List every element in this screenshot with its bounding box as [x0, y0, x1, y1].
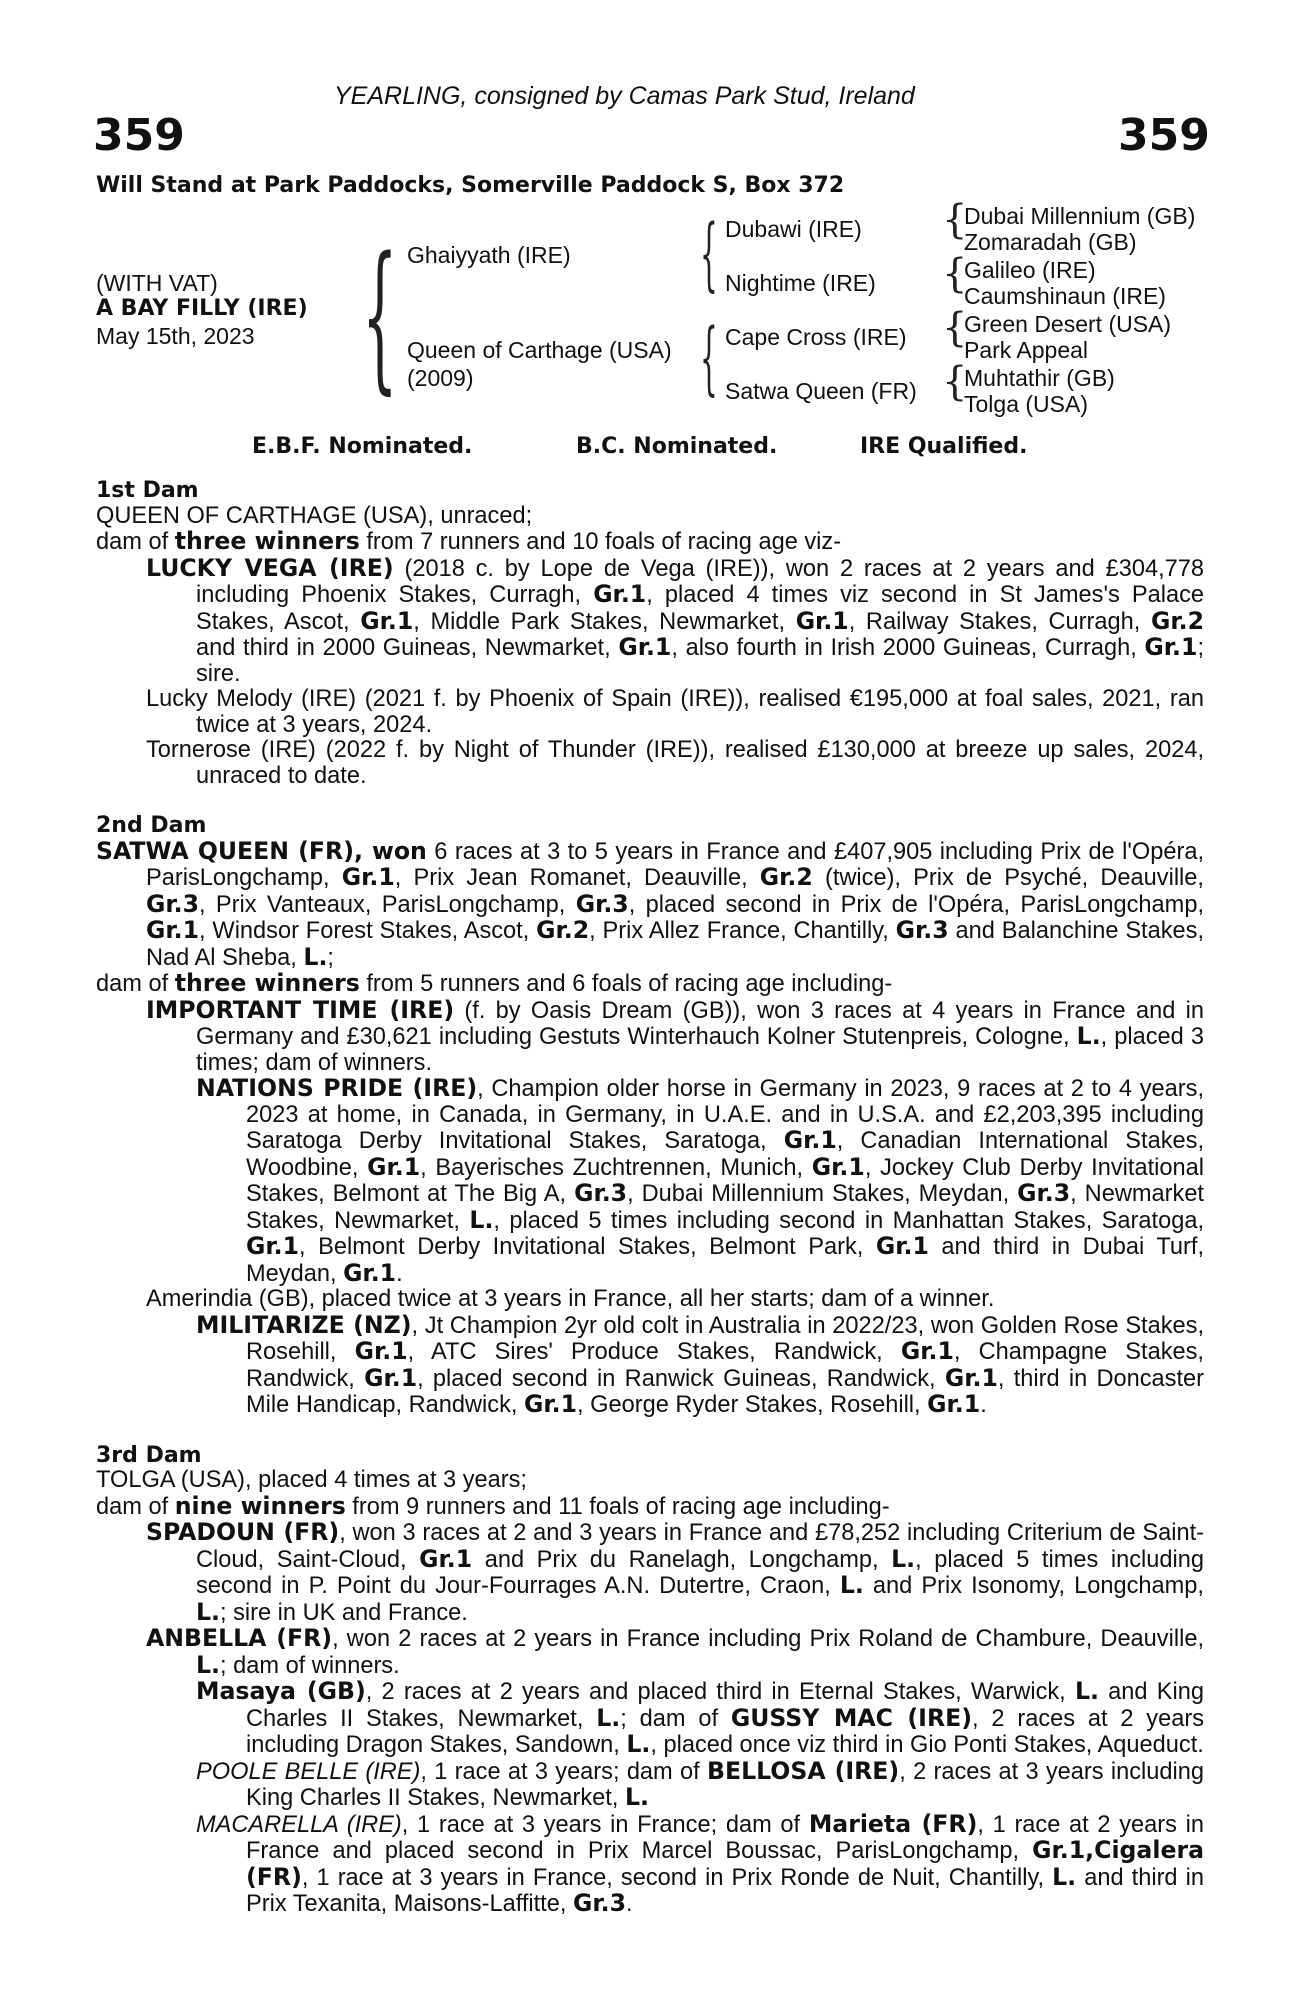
first-dam-heading: 1st Dam: [96, 478, 199, 503]
consignor-line: YEARLING, consigned by Camas Park Stud, Ireland: [334, 82, 915, 110]
gen3-8: Tolga (USA): [964, 391, 1088, 417]
produce-militarize: MILITARIZE (NZ), Jt Champion 2yr old colt in Australia in 2022/23, won Golden Rose Stakes, Rosehill, Gr.1, ATC Sires' Produce Stakes, Randwick, Gr.1, Champagne Stakes, Randwick, Gr.1, placed second in Ranwick Guineas, Randwick, Gr.1, third in Doncaster Mile Handicap, Randwick, Gr.1, George Ryder Stakes, Rosehill, Gr.1.: [196, 1310, 1204, 1418]
produce-amerindia: Amerindia (GB), placed twice at 3 years in France, all her starts; dam of a winner.: [146, 1286, 995, 1312]
brace-dd: {: [942, 359, 968, 405]
gen3-3: Galileo (IRE): [964, 257, 1096, 283]
gen3-4: Caumshinaun (IRE): [964, 283, 1166, 309]
sire-name: Ghaiyyath (IRE): [407, 242, 571, 268]
brace-sire: {: [700, 207, 718, 300]
gen3-5: Green Desert (USA): [964, 311, 1172, 337]
flag-bc: B.C. Nominated.: [576, 434, 778, 459]
sire-dam: Nightime (IRE): [725, 270, 876, 296]
brace-ss: {: [942, 197, 968, 243]
produce-spadoun: SPADOUN (FR), won 3 races at 2 and 3 years in France and £78,252 including Criterium de Saint-Cloud, Saint-Cloud, Gr.1 and Prix du Ranelagh, Longchamp, L., placed 5 times including second in P. Point du Jour-Fourrages A.N. Dutertre, Craon, L. and Prix Isonomy, Longchamp, L.; sire in UK and France.: [146, 1518, 1204, 1626]
third-dam-heading: 3rd Dam: [96, 1442, 202, 1468]
catalogue-body: [96, 478, 1204, 1918]
third-dam-line: TOLGA (USA), placed 4 times at 3 years;: [96, 1467, 527, 1493]
dam-year: (2009): [407, 365, 474, 391]
dam-sire: Cape Cross (IRE): [725, 324, 907, 350]
lot-number-left: 359: [93, 110, 185, 161]
produce-tornerose: Tornerose (IRE) (2022 f. by Night of Thunder (IRE)), realised £130,000 at breeze up sales, 2024, unraced to date.: [146, 737, 1204, 789]
date-of-birth: May 15th, 2023: [96, 323, 255, 349]
dam-dam: Satwa Queen (FR): [725, 378, 917, 404]
produce-important-time: IMPORTANT TIME (IRE) (f. by Oasis Dream (GB)), won 3 races at 4 years in France and in Germany and £30,621 including Gestuts Winterhauch Kolner Stutenpreis, Cologne, L., placed 3 times; dam of winners.: [146, 995, 1204, 1076]
produce-macarella: MACARELLA (IRE), 1 race at 3 years in France; dam of Marieta (FR), 1 race at 2 years in France and placed second in Prix Marcel Boussac, ParisLongchamp, Gr.1,Cigalera (FR), 1 race at 3 years in France, second in Prix Ronde de Nuit, Chantilly, L. and third in Prix Texanita, Maisons-Laffitte, Gr.3.: [196, 1809, 1205, 1917]
third-dam-produce-summary: dam of nine winners from 9 runners and 11 foals of racing age including-: [96, 1491, 890, 1520]
produce-anbella: ANBELLA (FR), won 2 races at 2 years in France including Prix Roland de Chambure, Deauville, L.; dam of winners.: [146, 1624, 1205, 1679]
gen3-1: Dubai Millennium (GB): [964, 203, 1196, 229]
vat-label: (WITH VAT): [96, 270, 218, 296]
first-dam-line: QUEEN OF CARTHAGE (USA), unraced;: [96, 502, 533, 529]
produce-poole-belle: POOLE BELLE (IRE), 1 race at 3 years; dam of BELLOSA (IRE), 2 races at 3 years including King Charles II Stakes, Newmarket, L.: [196, 1756, 1204, 1811]
horse-name: A BAY FILLY (IRE): [96, 296, 308, 321]
flag-ebf: E.B.F. Nominated.: [252, 434, 473, 459]
produce-lucky-melody: Lucky Melody (IRE) (2021 f. by Phoenix of Spain (IRE)), realised €195,000 at foal sales, 2021, ran twice at 3 years, 2024.: [146, 686, 1204, 738]
produce-nations-pride: NATIONS PRIDE (IRE), Champion older horse in Germany in 2023, 9 races at 2 to 4 years, 2023 at home, in Canada, in Germany, in U.A.E. and in U.S.A. and £2,203,395 including Saratoga Derby Invitational Stakes, Saratoga, Gr.1, Canadian International Stakes, Woodbine, Gr.1, Bayerisches Zuchtrennen, Munich, Gr.1, Jockey Club Derby Invitational Stakes, Belmont at The Big A, Gr.3, Dubai Millennium Stakes, Meydan, Gr.3, Newmarket Stakes, Newmarket, L., placed 5 times including second in Manhattan Stakes, Saratoga, Gr.1, Belmont Derby Invitational Stakes, Belmont Park, Gr.1 and third in Dubai Turf, Meydan, Gr.1.: [196, 1074, 1205, 1287]
produce-masaya: Masaya (GB), 2 races at 2 years and placed third in Eternal Stakes, Warwick, L. and King Charles II Stakes, Newmarket, L.; dam of GUSSY MAC (IRE), 2 races at 2 years including Dragon Stakes, Sandown, L., placed once viz third in Gio Ponti Stakes, Aqueduct.: [196, 1677, 1204, 1758]
second-dam-heading: 2nd Dam: [96, 813, 207, 838]
gen3-2: Zomaradah (GB): [964, 229, 1137, 255]
brace-sd: {: [942, 251, 968, 297]
flag-ire: IRE Qualified.: [860, 434, 1028, 459]
gen3-6: Park Appeal: [964, 337, 1089, 363]
second-dam-produce-summary: dam of three winners from 5 runners and 6 foals of racing age including-: [96, 969, 893, 997]
dam-name: Queen of Carthage (USA): [407, 337, 672, 363]
brace-dam: {: [700, 311, 718, 404]
second-dam-record: SATWA QUEEN (FR), won 6 races at 3 to 5 years in France and £407,905 including Prix de l'Opéra, ParisLongchamp, Gr.1, Prix Jean Romanet, Deauville, Gr.2 (twice), Prix de Psyché, Deauville, Gr.3, Prix Vanteaux, ParisLongchamp, Gr.3, placed second in Prix de l'Opéra, ParisLongchamp, Gr.1, Windsor Forest Stakes, Ascot, Gr.2, Prix Allez France, Chantilly, Gr.3 and Balanchine Stakes, Nad Al Sheba, L.;: [96, 836, 1205, 971]
gen3-7: Muhtathir (GB): [964, 365, 1115, 391]
sire-sire: Dubawi (IRE): [725, 216, 862, 242]
lot-number-right: 359: [1118, 110, 1210, 161]
brace-main: {: [362, 222, 398, 409]
first-dam-produce-summary: dam of three winners from 7 runners and 10 foals of racing age viz-: [96, 527, 842, 555]
brace-ds: {: [942, 305, 968, 351]
location-line: Will Stand at Park Paddocks, Somerville Paddock S, Box 372: [96, 173, 845, 198]
produce-lucky-vega: LUCKY VEGA (IRE) (2018 c. by Lope de Vega (IRE)), won 2 races at 2 years and £304,778 including Phoenix Stakes, Curragh, Gr.1, placed 4 times viz second in St James's Palace Stakes, Ascot, Gr.1, Middle Park Stakes, Newmarket, Gr.1, Railway Stakes, Curragh, Gr.2 and third in 2000 Guineas, Newmarket, Gr.1, also fourth in Irish 2000 Guineas, Curragh, Gr.1; sire.: [146, 553, 1205, 687]
